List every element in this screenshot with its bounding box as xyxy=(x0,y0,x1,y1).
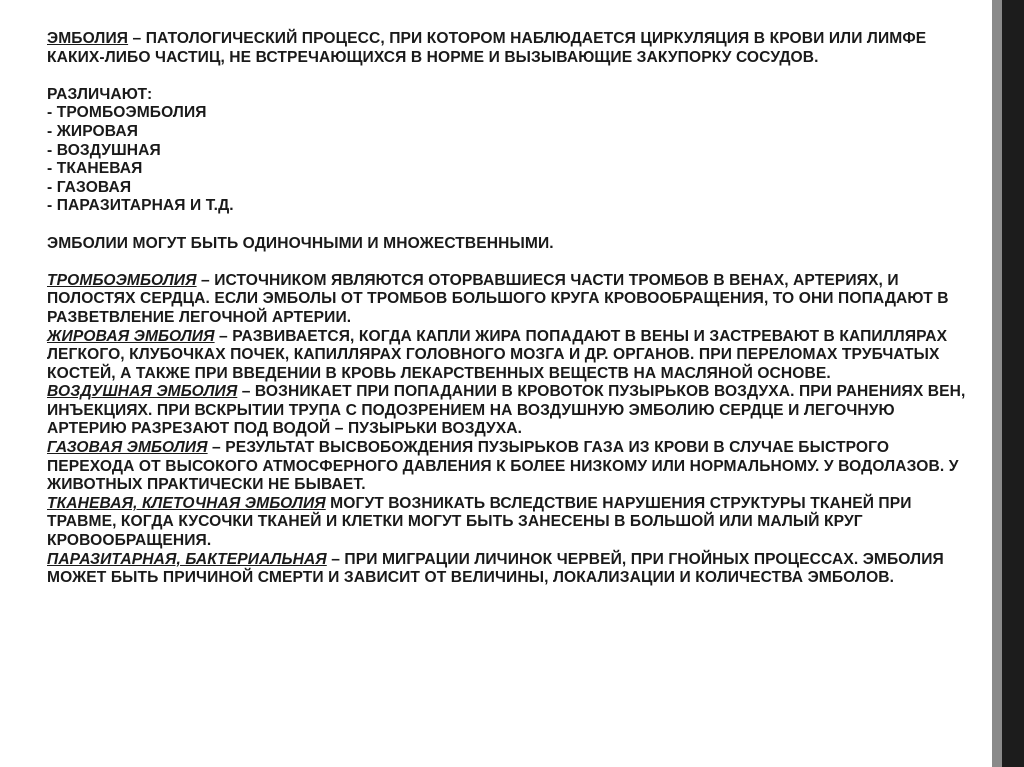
slide-frame-light xyxy=(992,0,1002,767)
list-item: - ВОЗДУШНАЯ xyxy=(47,141,161,159)
list-item: - ТРОМБОЭМБОЛИЯ xyxy=(47,104,207,122)
detail-term: ПАРАЗИТАРНАЯ, БАКТЕРИАЛЬНАЯ xyxy=(47,550,327,568)
detail-text: – РЕЗУЛЬТАТ ВЫСВОБОЖДЕНИЯ ПУЗЫРЬКОВ ГАЗА ИЗ КРОВИ В СЛУЧАЕ БЫСТРОГО ПЕРЕХОДА ОТ ВЫСОКОГО АТМОСФЕРНОГО ДАВЛЕНИЯ К БОЛЕЕ НИЗКОМУ ИЛИ НОРМАЛЬНОМУ. У ВОДОЛАЗОВ. У ЖИВОТНЫХ ПРАКТИЧЕСКИ НЕ БЫВАЕТ. xyxy=(47,439,959,494)
slide-content xyxy=(47,30,977,588)
list-item: - ЖИРОВАЯ xyxy=(47,122,139,140)
detail-text: МОГУТ ВОЗНИКАТЬ ВСЛЕДСТВИЕ НАРУШЕНИЯ СТРУКТУРЫ ТКАНЕЙ ПРИ ТРАВМЕ, КОГДА КУСОЧКИ ТКАНЕЙ И КЛЕТКИ МОГУТ БЫТЬ ЗАНЕСЕНЫ В БОЛЬШОЙ ИЛИ МАЛЫЙ КРУГ КРОВООБРАЩЕНИЯ. xyxy=(47,494,912,550)
detail-text: – ИСТОЧНИКОМ ЯВЛЯЮТСЯ ОТОРВАВШИЕСЯ ЧАСТИ ТРОМБОВ В ВЕНАХ, АРТЕРИЯХ, И ПОЛОСТЯХ СЕРДЦА. ЕСЛИ ЭМБОЛЫ ОТ ТРОМБОВ БОЛЬШОГО КРУГА КРОВООБРАЩЕНИЯ, ТО ОНИ ПОПАДАЮТ В РАЗВЕТВЛЕНИЕ ЛЕГОЧНОЙ АРТЕРИИ. xyxy=(47,271,949,326)
detail-gas-embolism xyxy=(47,439,977,495)
detail-term: ТКАНЕВАЯ, КЛЕТОЧНАЯ ЭМБОЛИЯ xyxy=(47,494,326,512)
types-list xyxy=(47,104,977,216)
intro-term: ЭМБОЛИЯ xyxy=(47,30,129,47)
spacer xyxy=(47,216,977,235)
list-item: - ТКАНЕВАЯ xyxy=(47,160,143,178)
intro-text: – ПАТОЛОГИЧЕСКИЙ ПРОЦЕСС, ПРИ КОТОРОМ НАБЛЮДАЕТСЯ ЦИРКУЛЯЦИЯ В КРОВИ ИЛИ ЛИМФЕ КАКИХ-ЛИБО ЧАСТИЦ, НЕ ВСТРЕЧАЮЩИХСЯ В НОРМЕ И ВЫЗЫВАЮЩИЕ ЗАКУПОРКУ СОСУДОВ. xyxy=(47,30,927,66)
types-heading: РАЗЛИЧАЮТ: xyxy=(47,85,153,103)
spacer xyxy=(47,67,977,86)
detail-parasitic-embolism xyxy=(47,551,977,588)
detail-air-embolism xyxy=(47,383,977,439)
detail-tissue-embolism xyxy=(47,495,977,551)
detail-term: ВОЗДУШНАЯ ЭМБОЛИЯ xyxy=(47,383,238,401)
detail-term: ТРОМБОЭМБОЛИЯ xyxy=(47,271,197,289)
spacer xyxy=(47,253,977,272)
list-item: - ГАЗОВАЯ xyxy=(47,178,132,196)
slide-frame-dark xyxy=(1002,0,1024,767)
multiplicity-paragraph: ЭМБОЛИИ МОГУТ БЫТЬ ОДИНОЧНЫМИ И МНОЖЕСТВЕННЫМИ. xyxy=(47,234,554,252)
detail-text: – ВОЗНИКАЕТ ПРИ ПОПАДАНИИ В КРОВОТОК ПУЗЫРЬКОВ ВОЗДУХА. ПРИ РАНЕНИЯХ ВЕН, ИНЪЕКЦИЯХ. ПРИ ВСКРЫТИИ ТРУПА С ПОДОЗРЕНИЕМ НА ВОЗДУШНУЮ ЭМБОЛИЮ СЕРДЦЕ И ЛЕГОЧНУЮ АРТЕРИЮ РАЗРЕЗАЮТ ПОД ВОДОЙ – ПУЗЫРЬКИ ВОЗДУХА. xyxy=(47,383,966,438)
list-item: - ПАРАЗИТАРНАЯ И Т.Д. xyxy=(47,197,234,215)
detail-text: – ПРИ МИГРАЦИИ ЛИЧИНОК ЧЕРВЕЙ, ПРИ ГНОЙНЫХ ПРОЦЕССАХ. ЭМБОЛИЯ МОЖЕТ БЫТЬ ПРИЧИНОЙ СМЕРТИ И ЗАВИСИТ ОТ ВЕЛИЧИНЫ, ЛОКАЛИЗАЦИИ И КОЛИЧЕСТВА ЭМБОЛОВ. xyxy=(47,550,944,587)
detail-thromboembolism xyxy=(47,272,977,328)
detail-term: ГАЗОВАЯ ЭМБОЛИЯ xyxy=(47,439,208,457)
intro-paragraph xyxy=(47,30,977,67)
detail-fat-embolism xyxy=(47,328,977,384)
detail-term: ЖИРОВАЯ ЭМБОЛИЯ xyxy=(47,327,215,345)
detail-text: – РАЗВИВАЕТСЯ, КОГДА КАПЛИ ЖИРА ПОПАДАЮТ В ВЕНЫ И ЗАСТРЕВАЮТ В КАПИЛЛЯРАХ ЛЕГКОГО, КЛУБОЧКАХ ПОЧЕК, КАПИЛЛЯРАХ ГОЛОВНОГО МОЗГА И ДР. ОРГАНОВ. ПРИ ПЕРЕЛОМАХ ТРУБЧАТЫХ КОСТЕЙ, А ТАКЖЕ ПРИ ВВЕДЕНИИ В КРОВЬ ЛЕКАРСТВЕННЫХ ВЕЩЕСТВ НА МАСЛЯНОЙ ОСНОВЕ. xyxy=(47,327,948,382)
